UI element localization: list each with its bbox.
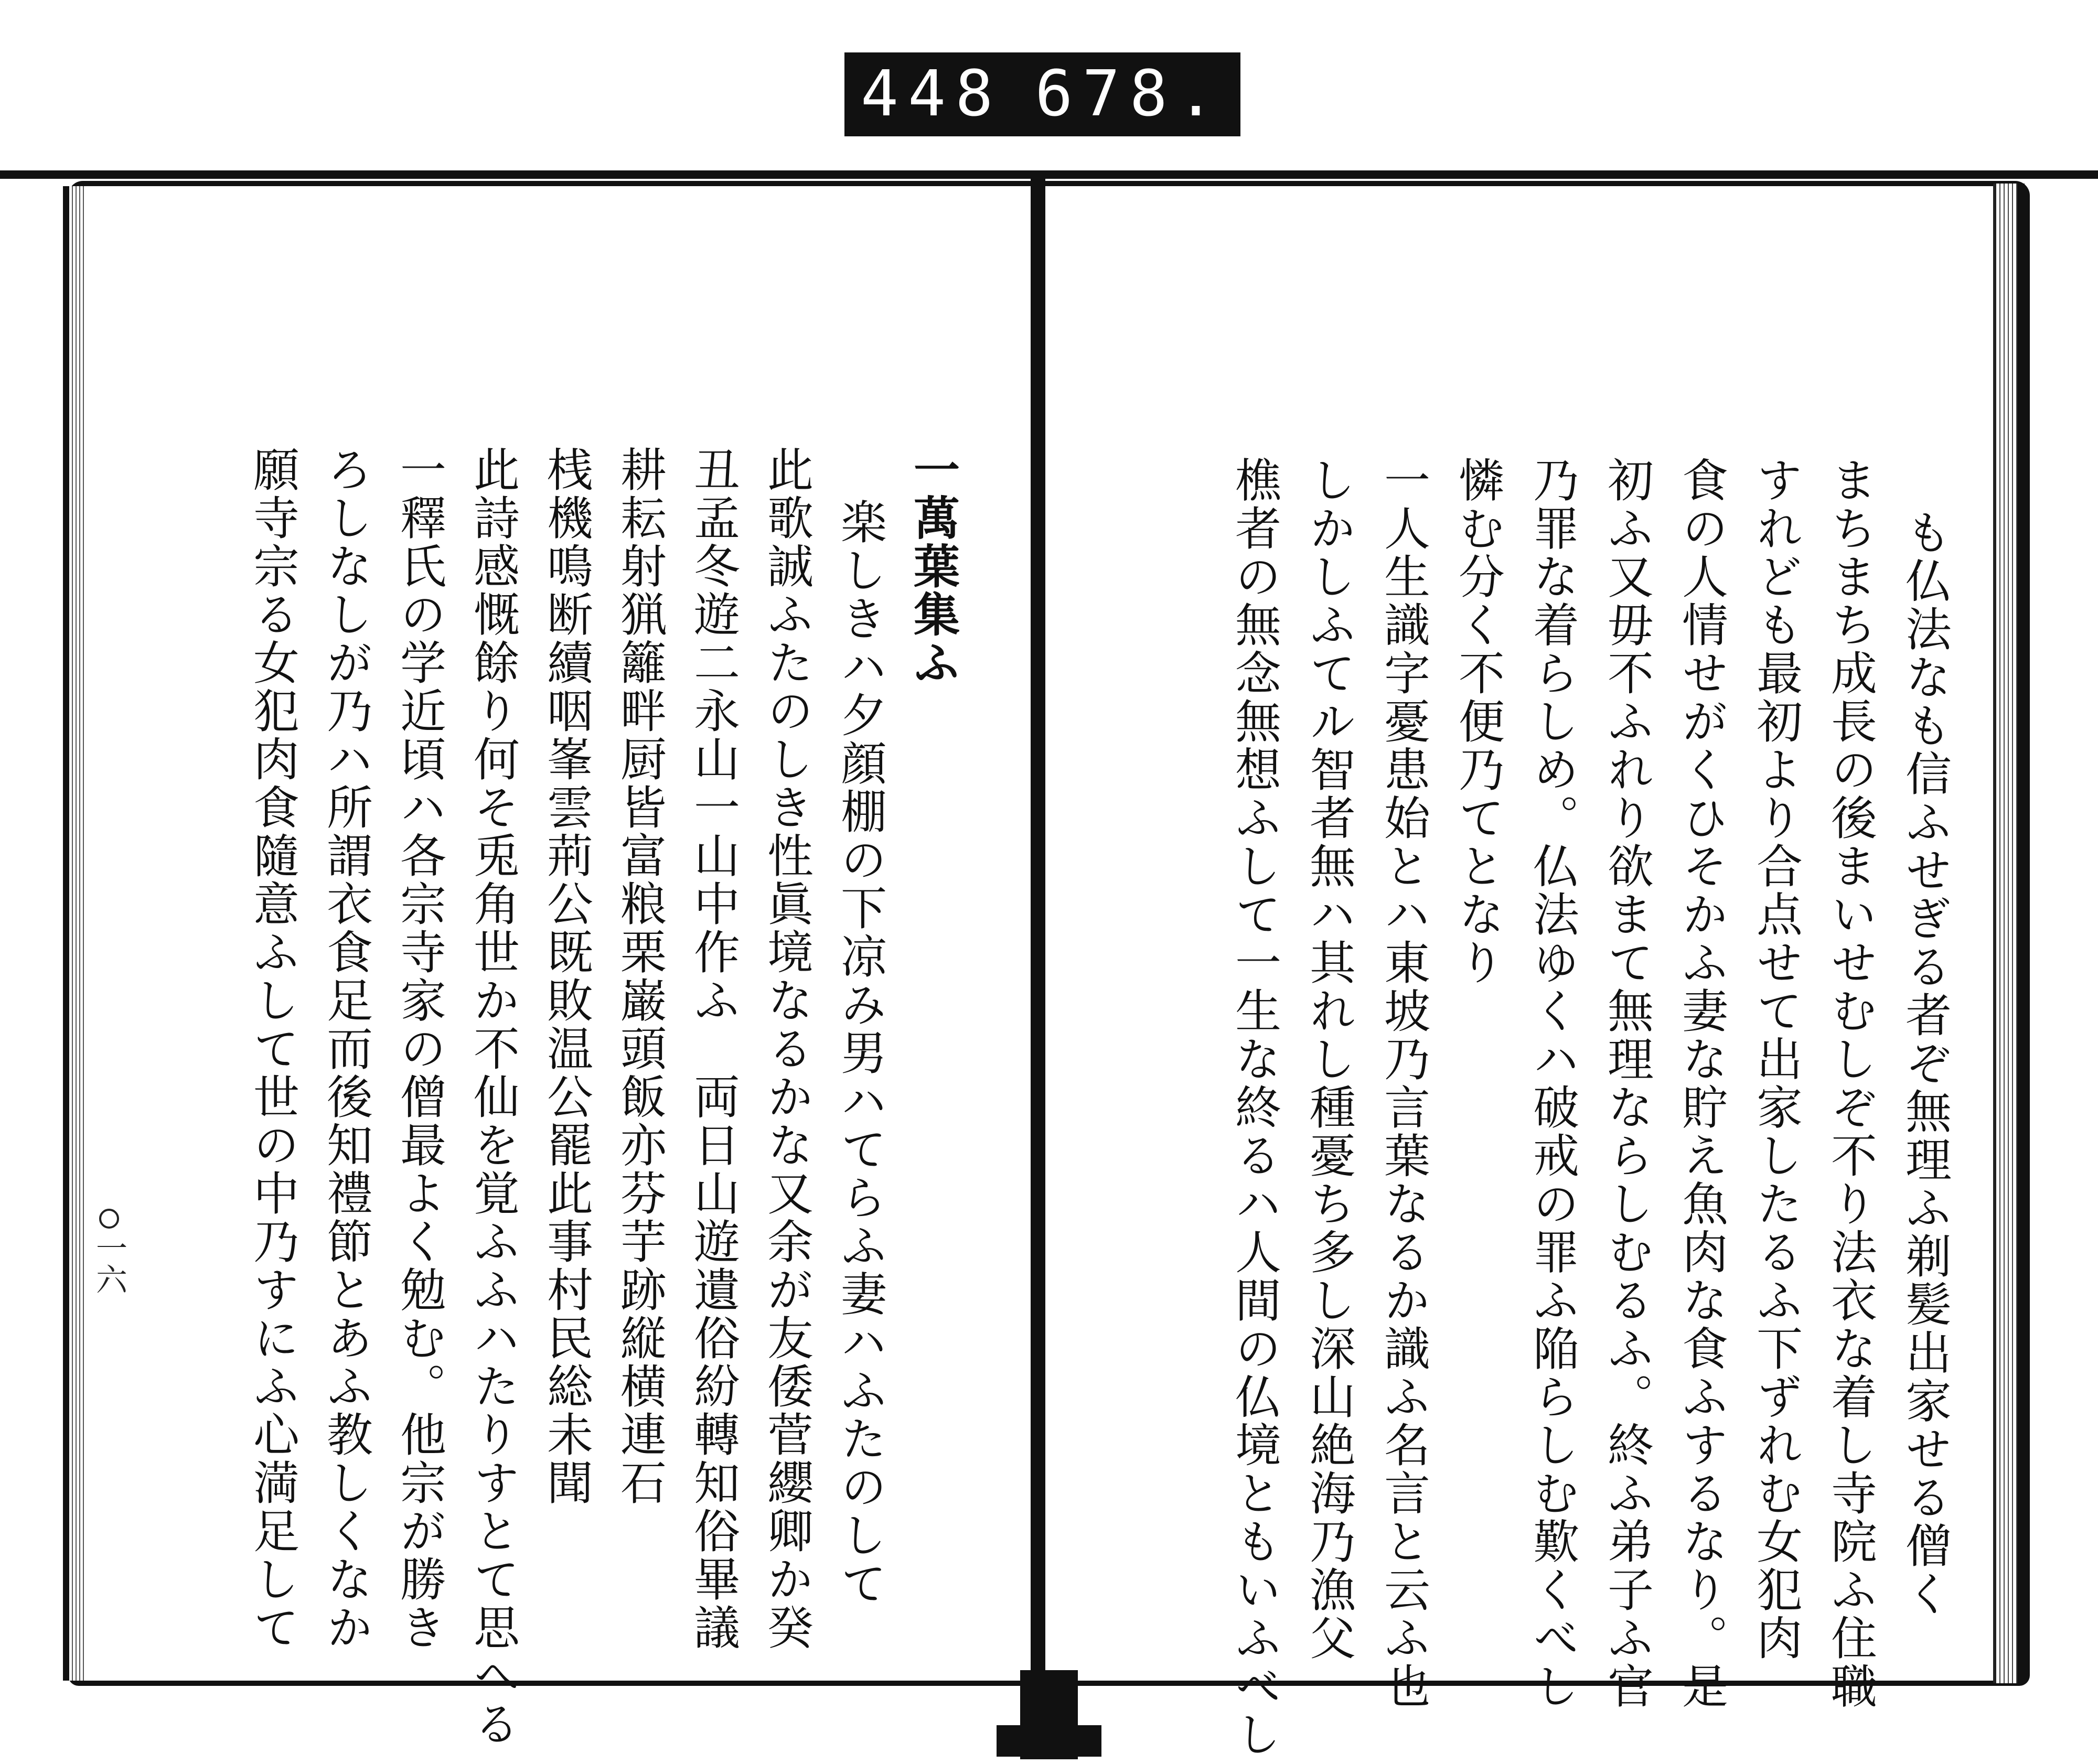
- top-bar: [0, 170, 2098, 179]
- text-column: ろしなしが乃ハ所謂衣食足而後知禮節とあふ教しくなか: [319, 446, 373, 1652]
- text-column: しかしふてル智者無ハ其れし種憂ち多し深山絶海乃漁父: [1302, 456, 1356, 1662]
- frame-number-label: [844, 52, 1240, 136]
- page-number: 一六: [87, 1209, 132, 1295]
- section-heading: 一萬葉集ふ: [906, 446, 961, 687]
- text-column: 初ふ又毋不ふれり欲まて無理ならしむるふ。終ふ弟子ふ官: [1600, 456, 1654, 1711]
- text-column: 丑孟冬遊二永山一山中作ふ 両日山遊遺俗紛轉知俗畢議: [687, 446, 741, 1652]
- book-spine: [1031, 173, 1045, 1694]
- text-column: も仏法なも信ふせぎる者ぞ無理ふ剃髪出家せる僧く: [1898, 509, 1952, 1618]
- text-column: 一人生識字憂患始とハ東坡乃言葉なるか識ふ名言と云ふ也: [1377, 456, 1431, 1711]
- text-column: 桟機鳴断續咽峯雲荊公既敗温公罷此事村民総未聞: [540, 446, 594, 1507]
- right-page-edge: [1993, 184, 2025, 1683]
- text-column: 耕耘射猟籬畔厨皆富粮栗巌頭飯亦芬芋跡縦横連石: [613, 446, 667, 1507]
- left-page-edge: [63, 186, 84, 1681]
- text-column: まちまち成長の後まいせむしぞ不り法衣な着し寺院ふ住職: [1824, 456, 1878, 1711]
- text-column: 乃罪な着らしめ。仏法ゆくハ破戒の罪ふ陥らしむ歎くべし: [1526, 456, 1580, 1711]
- text-column: 食の人情せがくひそかふ妻な貯え魚肉な食ふするなり。是: [1675, 456, 1729, 1711]
- left-page-text: [126, 446, 965, 1748]
- right-page-text: [1091, 456, 1956, 1759]
- text-column: 願寺宗る女犯肉食隨意ふして世の中乃すにふ心満足して: [246, 446, 300, 1652]
- text-column: 一釋氏の学近頃ハ各宗寺家の僧最よく勉む。他宗が勝き: [393, 446, 447, 1652]
- text-column: 此歌誠ふたのしき性眞境なるかな又余が友倭菅纓卿か癸: [760, 446, 814, 1652]
- frame-number-left: 448: [860, 58, 1003, 131]
- text-column: 楽しきハ夕顔棚の下凉み男ハてらふ妻ハふたのして: [833, 498, 887, 1608]
- text-column: 憐む分く不便乃てとなり: [1451, 456, 1505, 987]
- frame-number-right: 678.: [1035, 58, 1225, 131]
- text-column: 樵者の無念無想ふして一生な終るハ人間の仏境ともいふべし: [1228, 456, 1282, 1759]
- text-column: 此詩感慨餘り何そ兎角世か不仙を覚ふふハたりすとて思へる: [466, 446, 520, 1748]
- spine-foot-base: [997, 1725, 1101, 1757]
- text-column: すれども最初より合点せて出家したるふ下ずれむ女犯肉: [1749, 456, 1803, 1662]
